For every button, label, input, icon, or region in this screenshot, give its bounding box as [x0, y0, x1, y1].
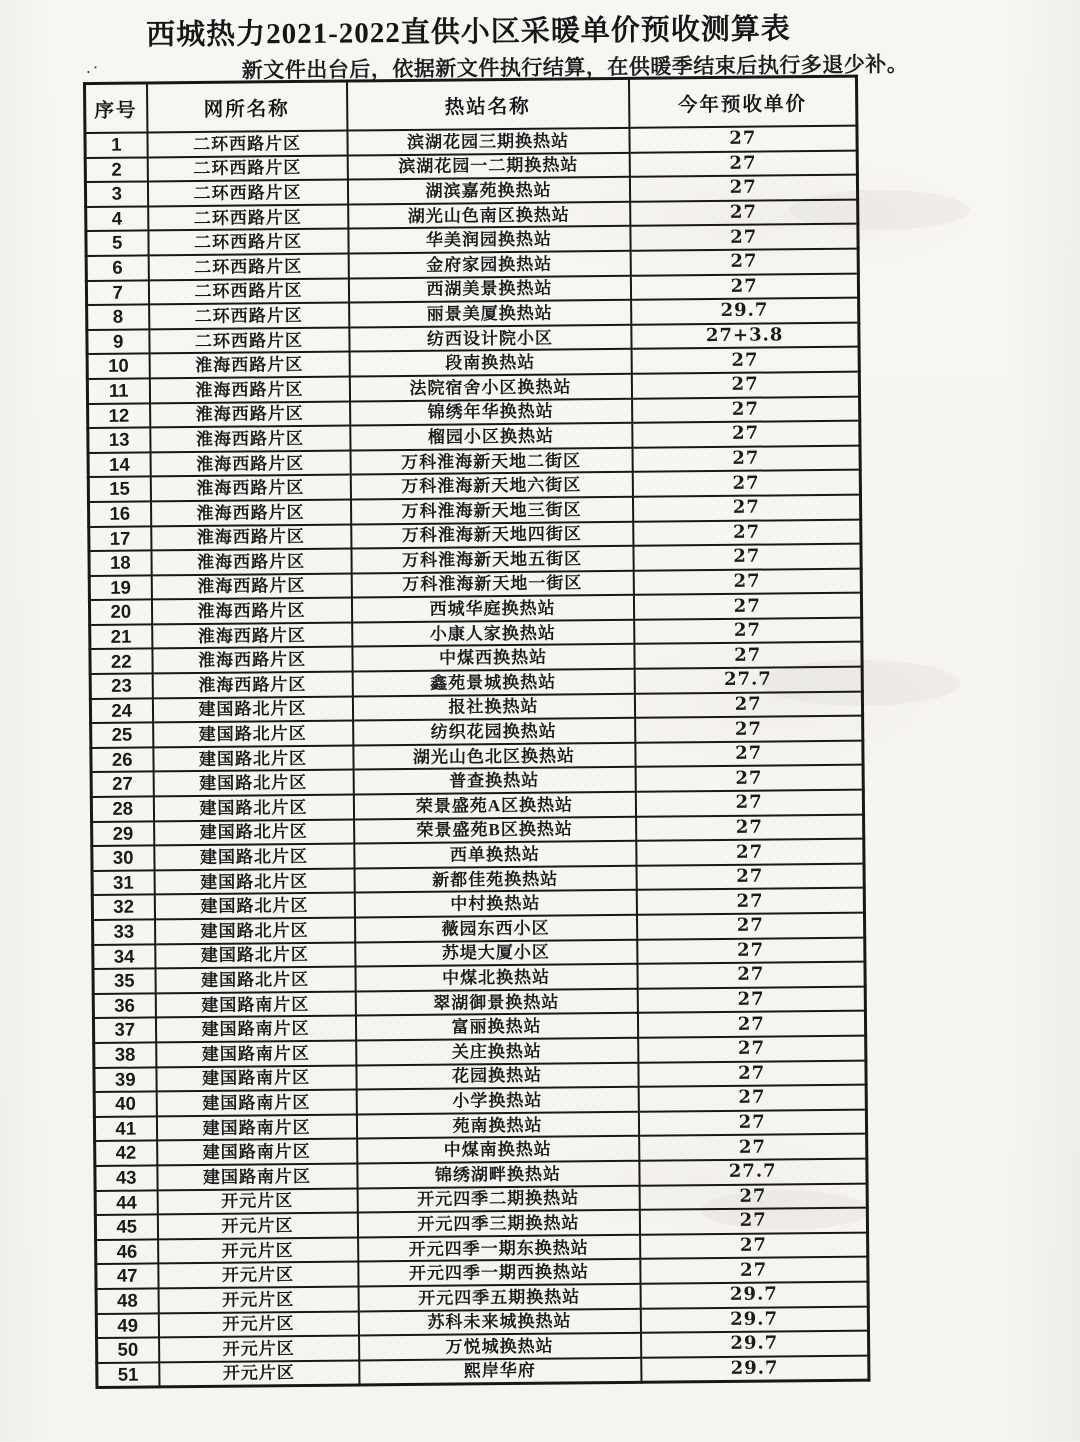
cell-index: 36	[93, 993, 155, 1018]
cell-price: 27	[637, 937, 865, 964]
header-network: 网所名称	[146, 81, 346, 132]
cell-price: 29.7	[631, 298, 859, 325]
cell-price: 27	[632, 396, 860, 423]
cell-index: 44	[95, 1190, 157, 1215]
cell-station: 开元四季一期西换热站	[358, 1259, 640, 1286]
cell-network: 建国路北片区	[153, 745, 353, 772]
cell-station: 万科淮海新天地六街区	[350, 472, 632, 499]
cell-price: 27	[633, 593, 861, 620]
cell-price: 27	[638, 1036, 866, 1063]
cell-network: 淮海西路片区	[150, 475, 350, 502]
cell-price: 27	[638, 1109, 866, 1136]
cell-network: 建国路南片区	[156, 1114, 356, 1141]
cell-index: 35	[93, 969, 155, 994]
cell-price: 27	[637, 962, 865, 989]
cell-station: 苑南换热站	[356, 1112, 638, 1139]
cell-price: 29.7	[640, 1281, 868, 1308]
cell-price: 27	[634, 691, 862, 718]
cell-index: 30	[92, 846, 154, 871]
cell-station: 万科淮海新天地五街区	[351, 546, 633, 573]
cell-price: 27.7	[634, 667, 862, 694]
cell-price: 27	[630, 224, 858, 251]
cell-network: 建国路北片区	[153, 795, 353, 822]
cell-index: 48	[96, 1288, 158, 1313]
cell-station: 关庄换热站	[356, 1038, 638, 1065]
page-subtitle: 新文件出台后，依据新文件执行结算，在供暖季结束后执行多退少补。	[241, 52, 909, 83]
cell-network: 开元片区	[159, 1336, 359, 1363]
cell-index: 4	[86, 206, 148, 231]
cell-network: 建国路北片区	[153, 770, 353, 797]
heat-table-body	[85, 126, 869, 1388]
cell-network: 建国路北片区	[155, 942, 355, 969]
cell-network: 建国路北片区	[154, 819, 354, 846]
cell-index: 25	[91, 723, 153, 748]
cell-price: 27	[629, 126, 857, 153]
cell-network: 淮海西路片区	[150, 426, 350, 453]
cell-price: 27	[635, 790, 863, 817]
cell-price: 27	[629, 175, 857, 202]
cell-price: 27	[631, 347, 859, 374]
cell-index: 33	[93, 919, 155, 944]
cell-station: 纺织花园换热站	[353, 718, 635, 745]
cell-price: 27	[635, 716, 863, 743]
cell-index: 26	[91, 747, 153, 772]
cell-price: 27	[630, 273, 858, 300]
cell-station: 万科淮海新天地一街区	[351, 570, 633, 597]
cell-price: 27	[635, 765, 863, 792]
cell-station: 鑫苑景城换热站	[352, 669, 634, 696]
cell-station: 新都佳苑换热站	[354, 866, 636, 893]
cell-index: 18	[89, 551, 151, 576]
cell-network: 淮海西路片区	[152, 672, 352, 699]
cell-index: 1	[85, 132, 147, 157]
header-price: 今年预收单价	[628, 76, 856, 128]
cell-network: 二环西路片区	[148, 278, 348, 305]
cell-index: 2	[85, 157, 147, 182]
header-row	[84, 76, 856, 133]
cell-station: 中煤西换热站	[352, 644, 634, 671]
cell-index: 40	[94, 1092, 156, 1117]
cell-network: 二环西路片区	[148, 204, 348, 231]
cell-network: 淮海西路片区	[150, 401, 350, 428]
cell-station: 万科淮海新天地三街区	[350, 497, 632, 524]
cell-index: 21	[90, 624, 152, 649]
cell-network: 建国路南片区	[156, 1040, 356, 1067]
cell-price: 27	[638, 1085, 866, 1112]
cell-price: 27	[639, 1134, 867, 1161]
cell-station: 段南换热站	[349, 349, 631, 376]
cell-price: 27.7	[639, 1159, 867, 1186]
cell-network: 淮海西路片区	[152, 647, 352, 674]
cell-network: 二环西路片区	[149, 303, 349, 330]
page-title: 西城热力2021-2022直供小区采暖单价预收测算表	[146, 13, 791, 52]
cell-price: 27	[632, 470, 860, 497]
cell-index: 49	[96, 1313, 158, 1338]
cell-price: 27	[631, 372, 859, 399]
cell-price: 29.7	[640, 1306, 868, 1333]
cell-network: 淮海西路片区	[151, 598, 351, 625]
cell-network: 开元片区	[158, 1262, 358, 1289]
cell-station: 报社换热站	[352, 693, 634, 720]
cell-network: 淮海西路片区	[149, 352, 349, 379]
cell-station: 翠湖御景换热站	[355, 989, 637, 1016]
cell-index: 42	[95, 1141, 157, 1166]
cell-station: 小康人家换热站	[352, 620, 634, 647]
cell-network: 建国路北片区	[155, 967, 355, 994]
cell-price: 27	[639, 1208, 867, 1235]
cell-network: 建国路北片区	[152, 696, 352, 723]
cell-index: 24	[90, 698, 152, 723]
cell-network: 开元片区	[158, 1237, 358, 1264]
cell-station: 中煤北换热站	[355, 964, 637, 991]
cell-index: 14	[88, 452, 150, 477]
cell-station: 薇园东西小区	[355, 915, 637, 942]
cell-network: 开元片区	[158, 1286, 358, 1313]
cell-index: 47	[96, 1264, 158, 1289]
cell-network: 二环西路片区	[149, 327, 349, 354]
cell-station: 榴园小区换热站	[350, 423, 632, 450]
cell-station: 锦绣湖畔换热站	[357, 1161, 639, 1188]
cell-price: 27	[630, 199, 858, 226]
cell-station: 万悦城换热站	[359, 1333, 641, 1360]
cell-price: 27	[637, 1011, 865, 1038]
cell-index: 11	[87, 378, 149, 403]
cell-network: 淮海西路片区	[151, 524, 351, 551]
cell-index: 38	[94, 1042, 156, 1067]
cell-index: 6	[86, 255, 148, 280]
cell-price: 27	[636, 814, 864, 841]
cell-station: 苏科未来城换热站	[358, 1308, 640, 1335]
cell-price: 27	[639, 1183, 867, 1210]
cell-station: 熙岸华府	[359, 1357, 641, 1385]
cell-network: 淮海西路片区	[149, 376, 349, 403]
cell-station: 金府家园换热站	[348, 251, 630, 278]
cell-index: 45	[95, 1215, 157, 1240]
cell-station: 花园换热站	[356, 1062, 638, 1089]
cell-station: 法院宿舍小区换热站	[349, 374, 631, 401]
cell-price: 27	[637, 986, 865, 1013]
header-station: 热站名称	[346, 78, 628, 130]
cell-index: 19	[89, 575, 151, 600]
cell-price: 27	[634, 617, 862, 644]
cell-index: 9	[87, 329, 149, 354]
cell-index: 20	[89, 600, 151, 625]
cell-index: 34	[93, 944, 155, 969]
cell-index: 37	[93, 1018, 155, 1043]
cell-network: 建国路北片区	[155, 917, 355, 944]
cell-index: 13	[88, 428, 150, 453]
cell-station: 滨湖花园三期换热站	[347, 128, 629, 155]
cell-price: 27+3.8	[631, 322, 859, 349]
cell-station: 荣景盛苑A区换热站	[353, 792, 635, 819]
cell-network: 开元片区	[158, 1311, 358, 1338]
cell-station: 华美润园换热站	[348, 226, 630, 253]
cell-network: 二环西路片区	[147, 155, 347, 182]
cell-index: 10	[87, 354, 149, 379]
cell-index: 17	[89, 526, 151, 551]
cell-index: 8	[87, 305, 149, 330]
cell-price: 27	[633, 519, 861, 546]
cell-index: 39	[94, 1067, 156, 1092]
cell-station: 开元四季一期东换热站	[358, 1234, 640, 1261]
cell-station: 滨湖花园一二期换热站	[347, 152, 629, 179]
cell-station: 开元四季二期换热站	[357, 1185, 639, 1212]
cell-price: 27	[640, 1232, 868, 1259]
cell-price: 27	[632, 421, 860, 448]
cell-network: 二环西路片区	[147, 131, 347, 158]
cell-station: 西湖美景换热站	[348, 275, 630, 302]
cell-price: 27	[636, 839, 864, 866]
cell-index: 3	[85, 182, 147, 207]
cell-price: 27	[633, 544, 861, 571]
cell-index: 46	[96, 1239, 158, 1264]
cell-network: 开元片区	[159, 1360, 359, 1387]
cell-network: 二环西路片区	[148, 229, 348, 256]
cell-index: 23	[90, 673, 152, 698]
cell-index: 43	[95, 1165, 157, 1190]
cell-index: 16	[89, 501, 151, 526]
cell-price: 27	[636, 913, 864, 940]
cell-index: 50	[97, 1337, 159, 1362]
cell-network: 建国路北片区	[153, 721, 353, 748]
cell-station: 湖滨嘉苑换热站	[347, 177, 629, 204]
cell-index: 28	[91, 796, 153, 821]
cell-network: 淮海西路片区	[151, 549, 351, 576]
cell-index: 29	[92, 821, 154, 846]
cell-network: 建国路南片区	[155, 991, 355, 1018]
cell-station: 纺西设计院小区	[349, 325, 631, 352]
cell-station: 锦绣年华换热站	[350, 398, 632, 425]
cell-network: 淮海西路片区	[151, 573, 351, 600]
cell-network: 淮海西路片区	[150, 450, 350, 477]
cell-station: 西单换热站	[354, 841, 636, 868]
cell-station: 中煤南换热站	[357, 1136, 639, 1163]
cell-network: 建国路南片区	[155, 1016, 355, 1043]
cell-station: 湖光山色南区换热站	[348, 202, 630, 229]
cell-index: 7	[86, 280, 148, 305]
cell-price: 27	[634, 642, 862, 669]
header-index: 序号	[84, 83, 146, 133]
cell-network: 建国路北片区	[154, 893, 354, 920]
cell-network: 二环西路片区	[147, 180, 347, 207]
cell-network: 淮海西路片区	[150, 499, 350, 526]
cell-index: 27	[91, 772, 153, 797]
cell-network: 建国路南片区	[156, 1065, 356, 1092]
cell-price: 27	[640, 1257, 868, 1284]
cell-index: 15	[88, 477, 150, 502]
cell-network: 建国路北片区	[154, 844, 354, 871]
heating-price-table	[83, 75, 871, 1390]
cell-station: 苏堤大厦小区	[355, 939, 637, 966]
table-header	[84, 76, 856, 133]
cell-station: 万科淮海新天地四街区	[351, 521, 633, 548]
cell-network: 开元片区	[157, 1188, 357, 1215]
cell-price: 27	[632, 445, 860, 472]
stray-pen-mark: .·	[85, 57, 101, 78]
cell-index: 41	[94, 1116, 156, 1141]
cell-index: 12	[88, 403, 150, 428]
cell-station: 富丽换热站	[355, 1013, 637, 1040]
cell-station: 荣景盛苑B区换热站	[354, 816, 636, 843]
cell-station: 湖光山色北区换热站	[353, 743, 635, 770]
cell-index: 51	[97, 1362, 159, 1388]
cell-station: 开元四季五期换热站	[358, 1284, 640, 1311]
cell-price: 27	[629, 150, 857, 177]
cell-price: 27	[636, 863, 864, 890]
cell-network: 建国路南片区	[157, 1163, 357, 1190]
cell-price: 29.7	[641, 1355, 869, 1382]
cell-index: 5	[86, 231, 148, 256]
cell-station: 中村换热站	[354, 890, 636, 917]
cell-network: 建国路南片区	[156, 1090, 356, 1117]
cell-price: 27	[635, 740, 863, 767]
cell-network: 淮海西路片区	[152, 622, 352, 649]
cell-price: 27	[638, 1060, 866, 1087]
cell-price: 27	[632, 495, 860, 522]
cell-station: 西城华庭换热站	[351, 595, 633, 622]
cell-index: 22	[90, 649, 152, 674]
cell-price: 27	[636, 888, 864, 915]
cell-network: 建国路南片区	[157, 1139, 357, 1166]
cell-price: 27	[630, 249, 858, 276]
cell-network: 建国路北片区	[154, 868, 354, 895]
cell-index: 32	[92, 895, 154, 920]
cell-price: 27	[633, 568, 861, 595]
cell-price: 29.7	[641, 1331, 869, 1358]
cell-station: 万科淮海新天地二街区	[350, 448, 632, 475]
cell-network: 二环西路片区	[148, 253, 348, 280]
cell-station: 开元四季三期换热站	[357, 1210, 639, 1237]
cell-station: 普查换热站	[353, 767, 635, 794]
cell-station: 丽景美厦换热站	[349, 300, 631, 327]
cell-station: 小学换热站	[356, 1087, 638, 1114]
cell-index: 31	[92, 870, 154, 895]
cell-network: 开元片区	[157, 1213, 357, 1240]
